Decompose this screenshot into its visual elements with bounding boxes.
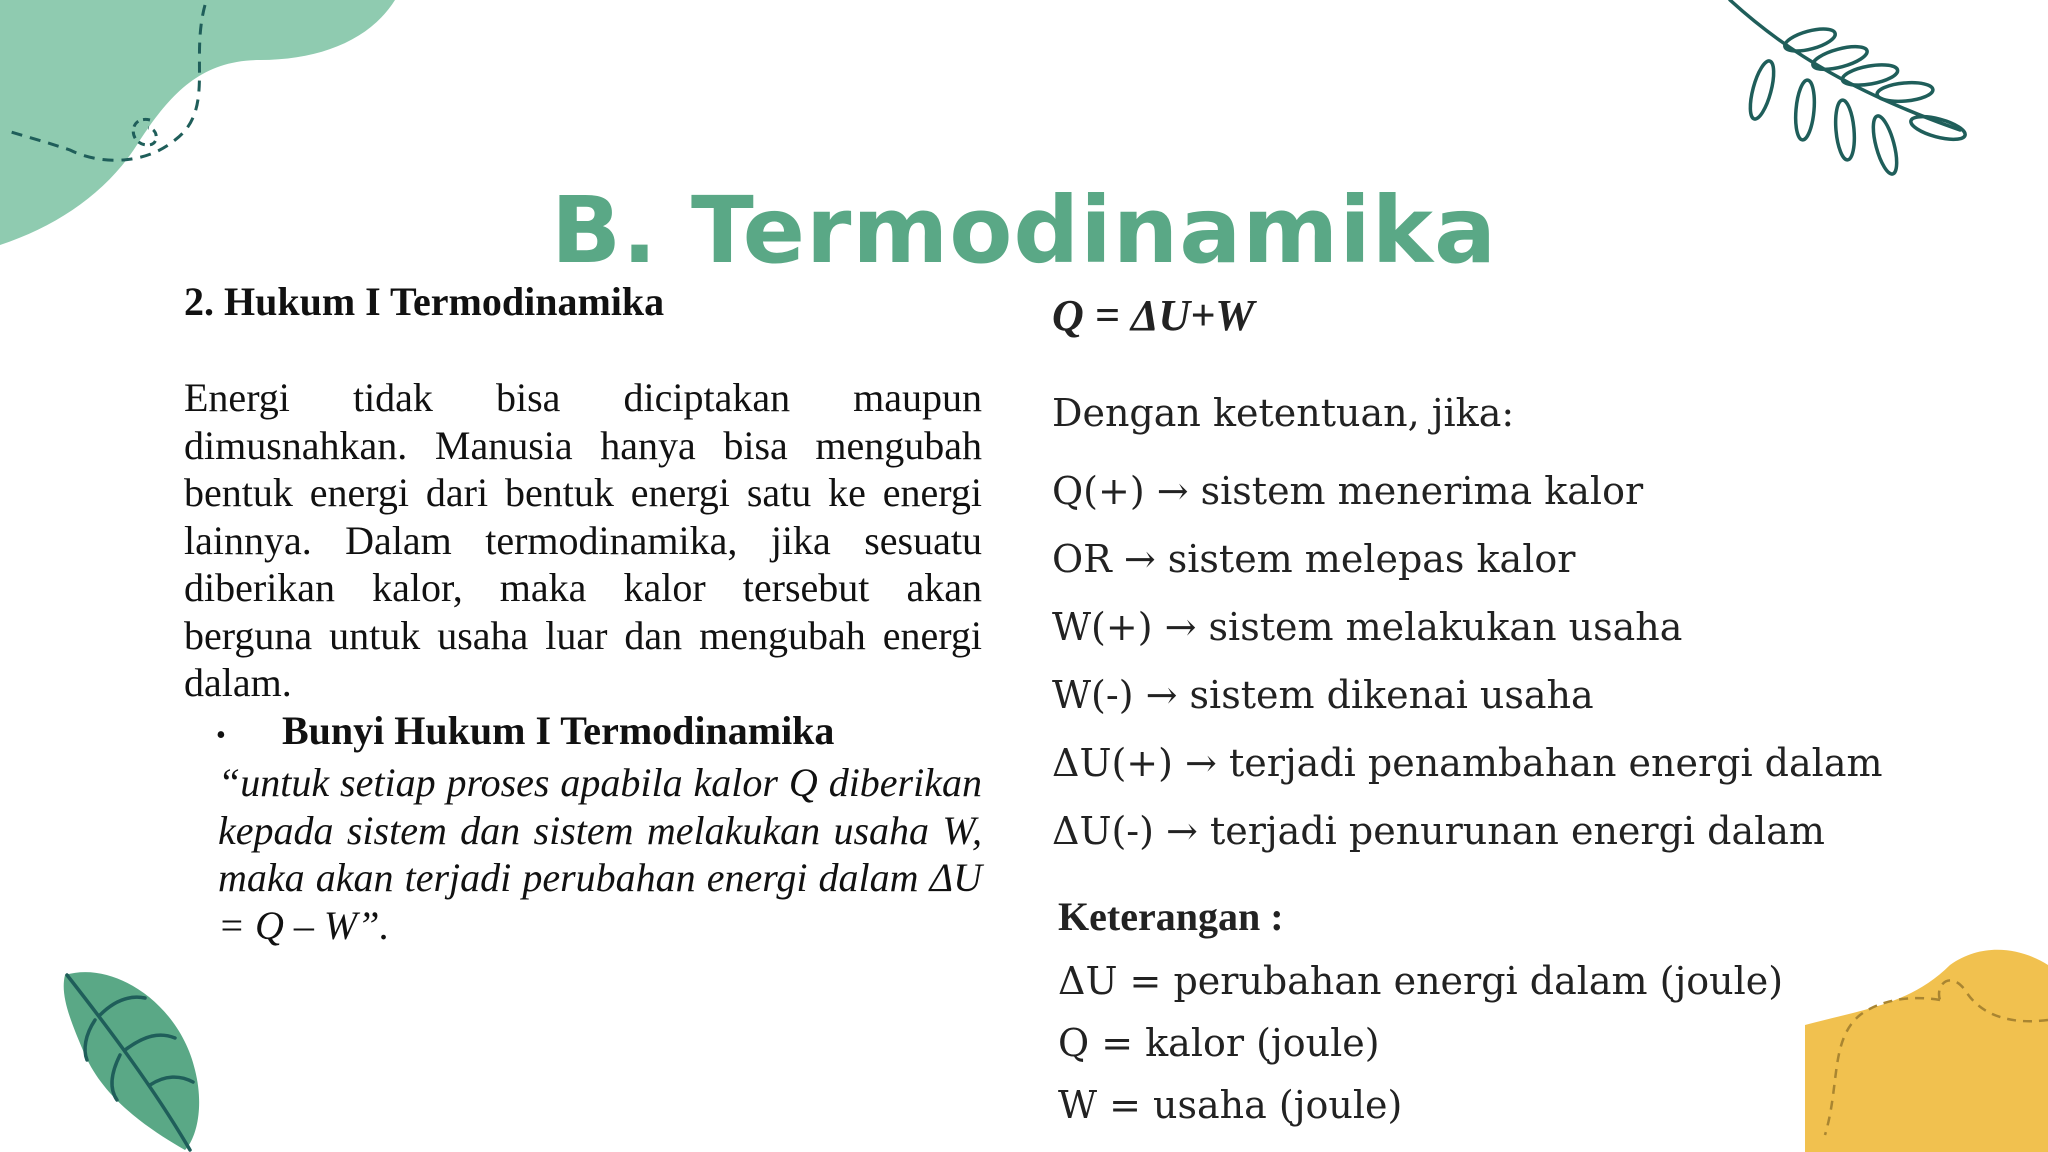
conditions-list (1052, 457, 1952, 865)
legend-list (1052, 950, 1952, 1136)
section-heading: 2. Hukum I Termodinamika (184, 279, 665, 324)
legend-item: ΔU = perubahan energi dalam (joule) (1058, 958, 1784, 1003)
legend-heading: Keterangan : (1058, 893, 1284, 939)
condition-item: W(-) → sistem dikenai usaha (1052, 672, 1594, 717)
bullet-title: Bunyi Hukum I Termodinamika (282, 707, 835, 753)
slide-title: B. Termodinamika (550, 176, 1498, 284)
right-column (1052, 290, 1952, 1136)
green-leaf-icon (55, 960, 215, 1152)
condition-item: OR → sistem melepas kalor (1052, 536, 1576, 581)
bullet-item (216, 707, 982, 760)
leaf-branch-icon (1720, 0, 1980, 190)
left-column (184, 278, 982, 949)
bullet-icon: • (216, 719, 226, 751)
legend-item: W = usaha (joule) (1058, 1082, 1403, 1127)
law-quote: “untuk setiap proses apabila kalor Q diberikan kepada sistem dan sistem melakukan usaha W, maka akan terjadi perubahan energi dalam ΔU = Q – W”. (218, 760, 982, 948)
condition-item: W(+) → sistem melakukan usaha (1052, 604, 1683, 649)
formula: Q = ΔU+W (1052, 291, 1255, 340)
condition-item: ΔU(+) → terjadi penambahan energi dalam (1052, 740, 1883, 785)
condition-item: ΔU(-) → terjadi penurunan energi dalam (1052, 808, 1825, 853)
conditions-intro: Dengan ketentuan, jika: (1052, 391, 1515, 435)
legend-item: Q = kalor (joule) (1058, 1020, 1380, 1065)
intro-paragraph: Energi tidak bisa diciptakan maupun dimusnahkan. Manusia hanya bisa mengubah bentuk energi dari bentuk energi satu ke energi lainnya. Dalam termodinamika, jika sesuatu diberikan kalor, maka kalor tersebut akan berguna untuk usaha luar dan mengubah energi dalam. (184, 375, 982, 705)
condition-item: Q(+) → sistem menerima kalor (1052, 468, 1644, 513)
